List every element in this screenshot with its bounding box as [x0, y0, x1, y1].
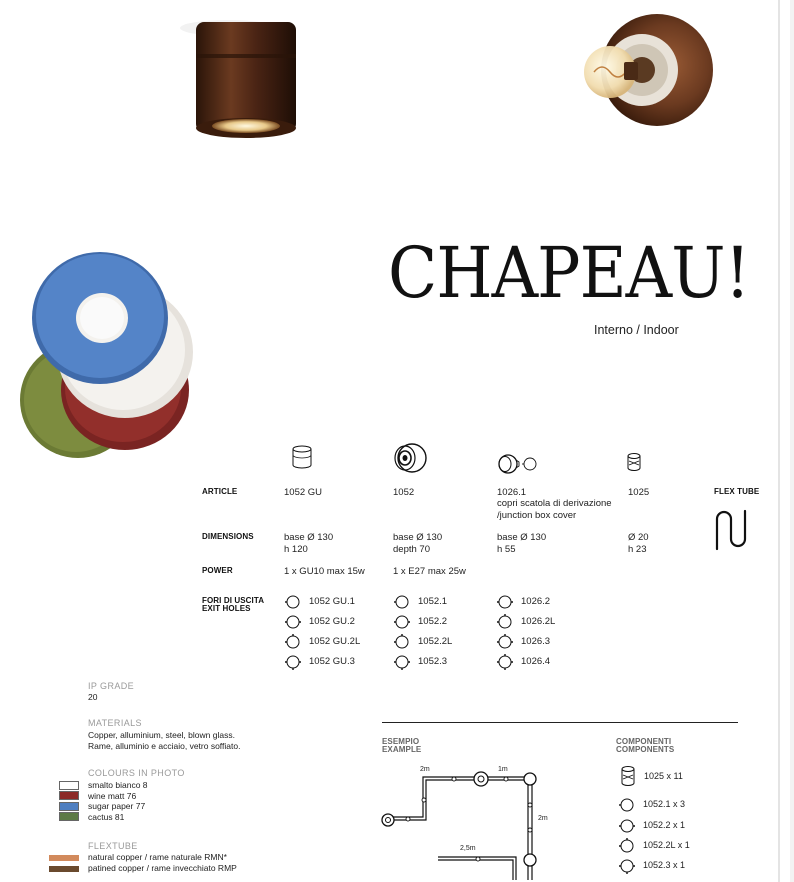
- article-1052: 1052: [393, 487, 415, 498]
- colour-name: smalto bianco 8: [88, 780, 148, 790]
- hole-label: 1052 GU.3: [309, 656, 355, 668]
- hole-label: 1052 GU.1: [309, 596, 355, 608]
- row-label-article: ARTICLE: [202, 487, 238, 496]
- article-1052gu: 1052 GU: [284, 487, 323, 498]
- flextube-list: [49, 852, 237, 874]
- hole-label: 1026.2L: [521, 616, 556, 628]
- cylinder-lamp-icon: [290, 444, 314, 472]
- row-label-holes-it: FORI DI USCITA: [202, 596, 265, 605]
- round-lamp-photo: [572, 14, 722, 134]
- colour-swatch: [59, 791, 79, 800]
- junction-cover-icon: [496, 452, 540, 476]
- power-1052gu: 1 x GU10 max 15w: [284, 566, 365, 577]
- components-label-en: COMPONENTS: [616, 745, 675, 754]
- holes-1052-list: [394, 592, 452, 672]
- hole-item: [394, 632, 452, 652]
- materials-it: Rame, alluminio e acciaio, vetro soffiato.: [88, 741, 241, 751]
- exit-hole-3-icon: [285, 654, 301, 670]
- colour-swatch: [59, 781, 79, 790]
- component-label: 1025 x 11: [644, 771, 683, 782]
- example-label-en: EXAMPLE: [382, 745, 422, 754]
- cylinder-lamp-photo: [178, 10, 308, 142]
- flextube-label: FLEXTUBE: [88, 841, 138, 851]
- component-label: 1052.2 x 1: [643, 820, 686, 831]
- dimensions-1052-base: base Ø 130: [393, 532, 443, 543]
- exit-hole-2-icon: [497, 594, 513, 610]
- hole-label: 1026.2: [521, 596, 551, 608]
- dimensions-1025-diameter: Ø 20: [628, 532, 649, 543]
- materials-en: Copper, alluminium, steel, blown glass.: [88, 730, 235, 740]
- article-1026-1: 1026.1: [497, 487, 527, 498]
- ip-grade-label: IP GRADE: [88, 681, 135, 691]
- exit-hole-2l-icon: [497, 614, 513, 630]
- flextube-swatch: [49, 866, 79, 872]
- component-item: [619, 818, 685, 834]
- holes-1026-list: [497, 592, 555, 672]
- hole-label: 1052 GU.2: [309, 616, 355, 628]
- hole-item: [285, 612, 360, 632]
- exit-hole-2l-icon: [394, 634, 410, 650]
- page-edge-shadow: [790, 0, 794, 882]
- colour-name: wine matt 76: [88, 790, 137, 801]
- hole-item: [285, 632, 360, 652]
- example-measure: 1m: [498, 766, 508, 773]
- power-1052: 1 x E27 max 25w: [393, 566, 466, 577]
- hole-item: [394, 612, 452, 632]
- exit-hole-1-icon: [285, 594, 301, 610]
- small-cap-icon: [625, 452, 643, 474]
- exit-hole-2-icon: [394, 614, 410, 630]
- exit-hole-3-icon: [394, 654, 410, 670]
- example-measure: 2m: [420, 766, 430, 773]
- hole-label: 1052.1: [418, 596, 448, 608]
- exit-hole-2-icon: [285, 614, 301, 630]
- hole-item: [285, 652, 360, 672]
- exit-hole-2l-icon: [285, 634, 301, 650]
- hole-item: [394, 592, 452, 612]
- dimensions-1052gu-height: h 120: [284, 544, 308, 555]
- colour-item: [59, 780, 148, 791]
- small-cap-icon: [620, 765, 636, 789]
- flextube-name: patined copper / rame invecchiato RMP: [88, 863, 237, 874]
- exit-hole-2l-icon: [619, 838, 635, 854]
- hole-label: 1052.2L: [418, 636, 453, 648]
- example-measure: 2m: [538, 815, 548, 822]
- exit-hole-4-icon: [497, 654, 513, 670]
- round-lamp-icon: [392, 442, 428, 474]
- colour-name: cactus 81: [88, 811, 125, 822]
- page-subtitle: Interno / Indoor: [594, 323, 679, 337]
- components-label-it: COMPONENTI: [616, 737, 672, 746]
- component-item: [619, 858, 685, 874]
- flex-tube-icon: [714, 505, 752, 553]
- component-label: 1052.3 x 1: [643, 860, 686, 871]
- colour-name: sugar paper 77: [88, 801, 146, 811]
- dimensions-1025-height: h 23: [628, 544, 647, 555]
- flex-tube-label: FLEX TUBE: [714, 487, 760, 496]
- dimensions-1026-1-height: h 55: [497, 544, 516, 555]
- row-label-power: POWER: [202, 566, 233, 575]
- component-item: [619, 797, 685, 813]
- component-label: 1052.1 x 3: [643, 799, 686, 810]
- materials-label: MATERIALS: [88, 718, 142, 728]
- component-item: [620, 765, 683, 789]
- article-1025: 1025: [628, 487, 650, 498]
- flextube-swatch: [49, 855, 79, 861]
- colour-swatch: [59, 812, 79, 821]
- flextube-item: [49, 852, 237, 863]
- hole-item: [497, 652, 555, 672]
- section-divider: [382, 722, 738, 723]
- hole-item: [394, 652, 452, 672]
- exit-hole-1-icon: [619, 797, 635, 813]
- hole-label: 1052 GU.2L: [309, 636, 361, 648]
- article-1026-1-note: copri scatola di derivazione /junction box cover: [497, 498, 612, 521]
- hole-label: 1026.4: [521, 656, 551, 668]
- flextube-name: natural copper / rame naturale RMN*: [88, 852, 227, 863]
- hole-item: [285, 592, 360, 612]
- colour-item: [59, 812, 148, 823]
- exit-hole-1-icon: [394, 594, 410, 610]
- page-edge: [778, 0, 780, 882]
- holes-1052gu-list: [285, 592, 360, 672]
- dimensions-1026-1-base: base Ø 130: [497, 532, 547, 543]
- dimensions-1052-depth: depth 70: [393, 544, 430, 555]
- exit-hole-3-icon: [619, 858, 635, 874]
- dimensions-1052gu-base: base Ø 130: [284, 532, 334, 543]
- example-measure: 2,5m: [460, 845, 476, 852]
- hole-item: [497, 632, 555, 652]
- hole-label: 1052.3: [418, 656, 448, 668]
- colour-swatch: [59, 802, 79, 811]
- flextube-item: [49, 863, 237, 874]
- hole-item: [497, 592, 555, 612]
- exit-hole-2-icon: [619, 818, 635, 834]
- example-label-it: ESEMPIO: [382, 737, 420, 746]
- page-title: CHAPEAU!: [388, 232, 750, 314]
- colours-label: COLOURS IN PHOTO: [88, 768, 185, 778]
- component-item: [619, 838, 690, 854]
- example-diagram: [378, 760, 568, 882]
- row-label-dimensions: DIMENSIONS: [202, 532, 254, 541]
- hole-label: 1026.3: [521, 636, 551, 648]
- colour-discs-photo: [20, 240, 200, 465]
- row-label-holes-en: EXIT HOLES: [202, 604, 251, 613]
- colour-item: [59, 791, 148, 802]
- ip-grade-value: 20: [88, 692, 98, 702]
- hole-label: 1052.2: [418, 616, 448, 628]
- colour-item: [59, 801, 148, 812]
- exit-hole-3-icon: [497, 634, 513, 650]
- component-label: 1052.2L x 1: [643, 840, 690, 851]
- colours-list: [59, 780, 148, 822]
- hole-item: [497, 612, 555, 632]
